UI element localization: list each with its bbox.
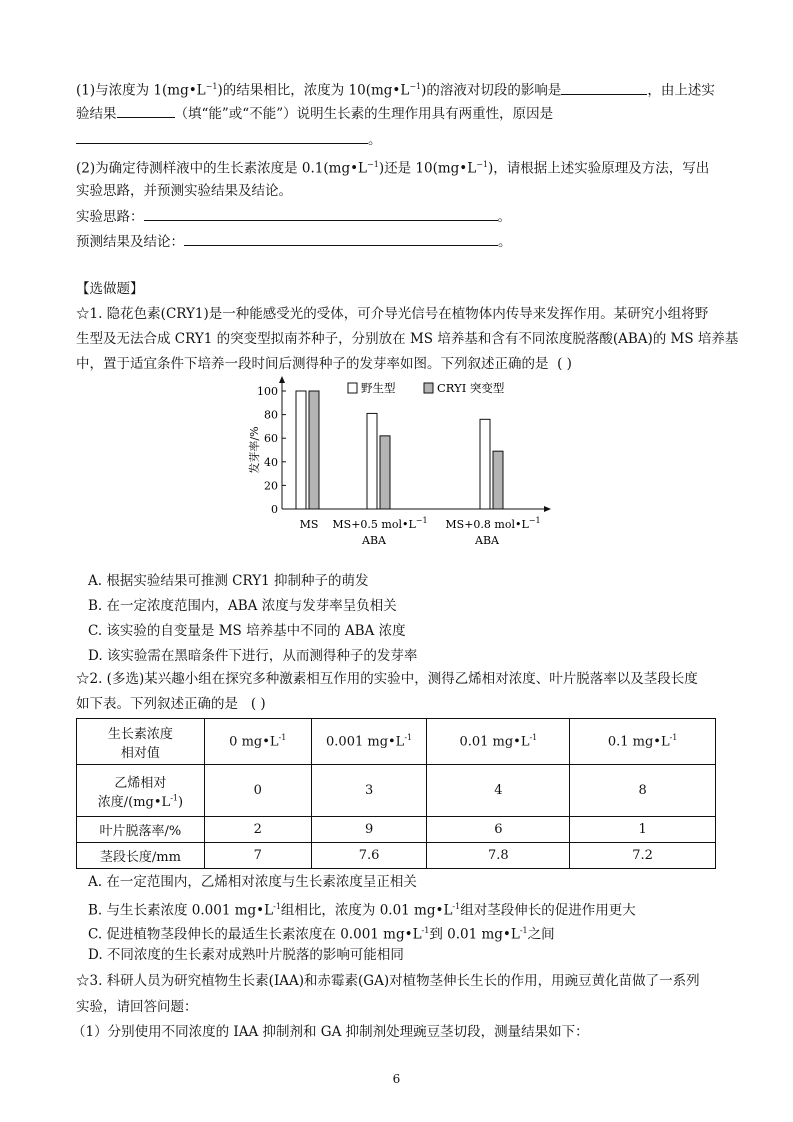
- table-cell: 3: [311, 765, 427, 817]
- table-row-label: 乙烯相对 浓度$/(mg•L^{-1})$: [77, 765, 205, 817]
- table-row: [77, 843, 716, 869]
- y-tick-label: 0: [271, 503, 278, 516]
- table-header-cell: 0.1 $mg•L^{-1}$: [570, 719, 716, 765]
- x-tick-label: MS: [299, 518, 319, 531]
- table-cell: 7: [204, 843, 311, 869]
- y-tick-label: 100: [257, 385, 278, 398]
- q1-stem-line3: 中，置于适宜条件下培养一段时间后测得种子的发芽率如图。下列叙述正确的是 ( ): [76, 356, 572, 372]
- q3-stem-line3: （1）分别使用不同浓度的 IAA 抑制剂和 GA 抑制剂处理豌豆茎切段，测量结果如下：: [72, 1024, 589, 1040]
- x-tick-label: MS+0.8 $mol•L^{-1}$: [445, 516, 541, 531]
- table-cell: 6: [427, 817, 570, 843]
- result-line: 预测结果及结论： 。: [76, 234, 512, 250]
- table-cell: 1: [570, 817, 716, 843]
- table-row: [77, 765, 716, 817]
- idea-line: 实验思路： 。: [76, 209, 511, 225]
- table-cell: 7.2: [570, 843, 716, 869]
- germination-bar-chart: [238, 376, 558, 546]
- answer-blank[interactable]: [144, 207, 498, 221]
- q2-option-c[interactable]: C. 促进植物茎段伸长的最适生长素浓度在 0.001 $mg•L^{-1}$到 0.01 $mg•L^{-1}$之间: [88, 926, 555, 943]
- x-tick-label: MS+0.5 $mol•L^{-1}$: [332, 516, 428, 531]
- q3-stem-line1: ☆3. 科研人员为研究植物生长素(IAA)和赤霉素(GA)对植物茎伸长生长的作用，用豌豆黄化苗做了一系列: [76, 973, 700, 989]
- table-cell: 0: [204, 765, 311, 817]
- hormone-table: [76, 718, 716, 869]
- q2-option-a[interactable]: A. 在一定范围内，乙烯相对浓度与生长素浓度呈正相关: [88, 874, 417, 890]
- x-tick-label: ABA: [475, 534, 499, 546]
- q2-option-d[interactable]: D. 不同浓度的生长素对成熟叶片脱落的影响可能相同: [88, 947, 404, 963]
- page-number: 6: [392, 1072, 401, 1086]
- x-tick-label: ABA: [362, 534, 386, 546]
- q1-option-b[interactable]: B. 在一定浓度范围内，ABA 浓度与发芽率呈负相关: [88, 598, 397, 614]
- q3-stem-line2: 实验，请回答问题：: [76, 999, 198, 1015]
- table-header-row: [77, 719, 716, 765]
- table-row-label: 茎段长度/mm: [77, 843, 205, 869]
- table-cell: 4: [427, 765, 570, 817]
- y-tick-label: 20: [264, 479, 278, 493]
- y-tick-label: 60: [264, 432, 278, 446]
- section-title: 【选做题】: [76, 281, 144, 297]
- q1-line1: (1)与浓度为 $1(mg•L^{-1})$的结果相比，浓度为 $10(mg•L^{-1})$的溶液对切段的影响是 ，由上述实: [76, 82, 715, 99]
- y-axis-arrow: [279, 376, 285, 383]
- y-axis-label: 发芽率/%: [248, 426, 261, 474]
- table-cell: 7.6: [311, 843, 427, 869]
- legend-label: 野生型: [361, 381, 396, 395]
- table-cell: 2: [204, 817, 311, 843]
- q2-line1: (2)为确定待测样液中的生长素浓度是 $0.1(mg•L^{-1})$还是 $10(mg•L^{-1})$，请根据上述实验原理及方法，写出: [76, 160, 710, 177]
- bar: [367, 413, 377, 509]
- y-tick-label: 40: [264, 455, 278, 469]
- answer-blank[interactable]: [561, 81, 647, 95]
- legend-swatch: [348, 383, 357, 393]
- q1-stem-line1: ☆1. 隐花色素(CRY1)是一种能感受光的受体，可介导光信号在植物体内传导来发挥作用。某研究小组将野: [76, 306, 709, 322]
- legend-swatch: [424, 383, 433, 393]
- table-header-cell: 0 $mg•L^{-1}$: [204, 719, 311, 765]
- table-cell: 8: [570, 765, 716, 817]
- q2-line2: 实验思路，并预测实验结果及结论。: [76, 183, 292, 199]
- table-row: [77, 817, 716, 843]
- table-header-cell: 0.01 $mg•L^{-1}$: [427, 719, 570, 765]
- q1-line3: 。: [76, 130, 382, 149]
- q1-option-a[interactable]: A. 根据实验结果可推测 CRY1 抑制种子的萌发: [88, 573, 369, 589]
- q1-stem-line2: 生型及无法合成 CRY1 的突变型拟南芥种子，分别放在 MS 培养基和含有不同浓度脱落酸(ABA)的 MS 培养基: [76, 331, 739, 347]
- q1-option-d[interactable]: D. 该实验需在黑暗条件下进行，从而测得种子的发芽率: [88, 648, 418, 664]
- answer-blank[interactable]: [117, 104, 175, 118]
- table-row-label: 叶片脱落率/%: [77, 817, 205, 843]
- q2-option-b[interactable]: B. 与生长素浓度 0.001 $mg•L^{-1}$组相比，浓度为 0.01 $mg•L^{-1}$组对茎段伸长的促进作用更大: [88, 902, 636, 919]
- x-axis-arrow: [544, 506, 551, 512]
- bar: [480, 419, 490, 509]
- bar: [493, 451, 503, 509]
- bar: [380, 436, 390, 509]
- bar: [296, 391, 306, 509]
- answer-blank[interactable]: [76, 130, 368, 144]
- bar: [309, 391, 319, 509]
- q1-line2: 验结果 （填“能”或“不能”）说明生长素的生理作用具有两重性，原因是: [76, 106, 554, 122]
- q2-stem-line1: ☆2. (多选)某兴趣小组在探究多种激素相互作用的实验中，测得乙烯相对浓度、叶片脱落率以及茎段长度: [76, 671, 698, 687]
- table-cell: 7.8: [427, 843, 570, 869]
- table-cell: 9: [311, 817, 427, 843]
- table-header-cell: 生长素浓度 相对值: [77, 719, 205, 765]
- q2-stem-line2: 如下表。下列叙述正确的是 ( ): [76, 696, 266, 712]
- table-header-cell: 0.001 $mg•L^{-1}$: [311, 719, 427, 765]
- legend-label: CRYI 突变型: [437, 381, 505, 395]
- answer-blank[interactable]: [184, 232, 498, 246]
- q1-option-c[interactable]: C. 该实验的自变量是 MS 培养基中不同的 ABA 浓度: [88, 623, 406, 639]
- y-tick-label: 80: [264, 408, 278, 422]
